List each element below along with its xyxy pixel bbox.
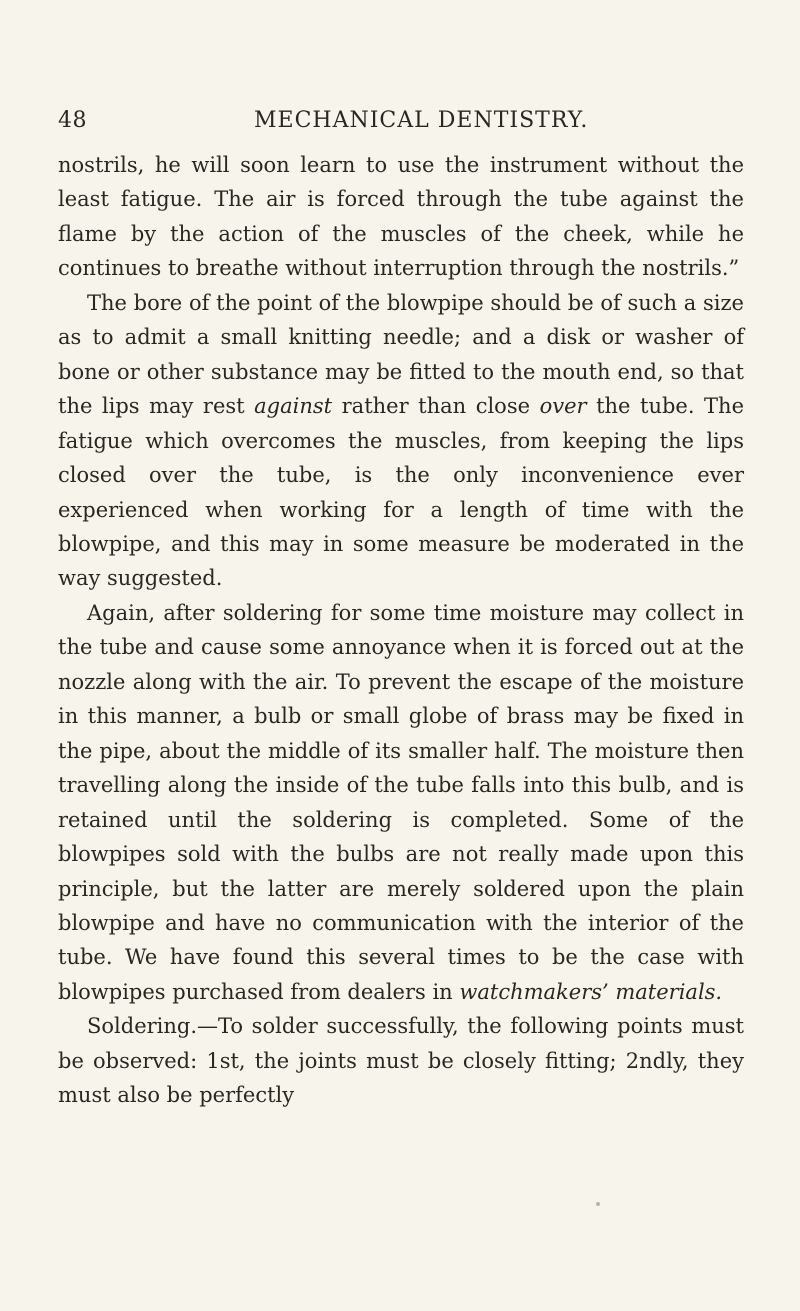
paragraph-2-text-c: the tube. The fatigue which overcomes the muscles, from keeping the lips closed over the tube, is the only inconvenience ever experienced when working for a length of time with the blowpipe, and this may in some measure be moderated in the way suggested.	[58, 394, 744, 591]
paragraph-2-text-b: rather than close	[332, 394, 540, 419]
paragraph-3-text: Again, after soldering for some time moisture may collect in the tube and cause some annoyance when it is forced out at the nozzle along with the air. To prevent the escape of the moisture in this manner, a bulb or small globe of brass may be fixed in the pipe, about the middle of its smaller half. The moisture then travelling along the inside of the tube falls into this bulb, and is retained until the soldering is completed. Some of the blowpipes sold with the bulbs are not really made upon this principle, but the latter are merely soldered upon the plain blowpipe and have no communication with the interior of the tube. We have found this several times to be the case with blowpipes purchased from dealers in	[58, 600, 744, 1004]
paragraph-2	[58, 286, 744, 596]
paragraph-4	[58, 1009, 744, 1112]
italic-over: over	[539, 394, 587, 419]
italic-against: against	[254, 394, 333, 419]
section-heading-soldering: Soldering.	[87, 1014, 198, 1039]
paragraph-4-text: —To solder successfully, the following points must be observed: 1st, the joints must be closely fitting; 2ndly, they must also be perfectly	[58, 1014, 744, 1108]
page-number: 48	[58, 108, 87, 133]
paragraph-1	[58, 148, 744, 286]
body-text	[58, 148, 744, 1113]
paragraph-3	[58, 596, 744, 1009]
paragraph-2-text-a: The bore of the point of the blowpipe should be of such a size as to admit a small knitting needle; and a disk or washer of bone or other substance may be fitted to the mouth end, so that the lips may rest	[58, 290, 744, 419]
running-head	[58, 108, 744, 142]
italic-watchmakers-materials: watchmakers’ materials.	[459, 979, 723, 1004]
paragraph-1-text: nostrils, he will soon learn to use the instrument without the least fatigue. The air is forced through the tube against the flame by the action of the muscles of the cheek, while he continues to breathe without interruption through the nostrils.”	[58, 153, 744, 281]
paper-speck	[596, 1202, 600, 1206]
running-title: MECHANICAL DENTISTRY.	[254, 108, 589, 133]
